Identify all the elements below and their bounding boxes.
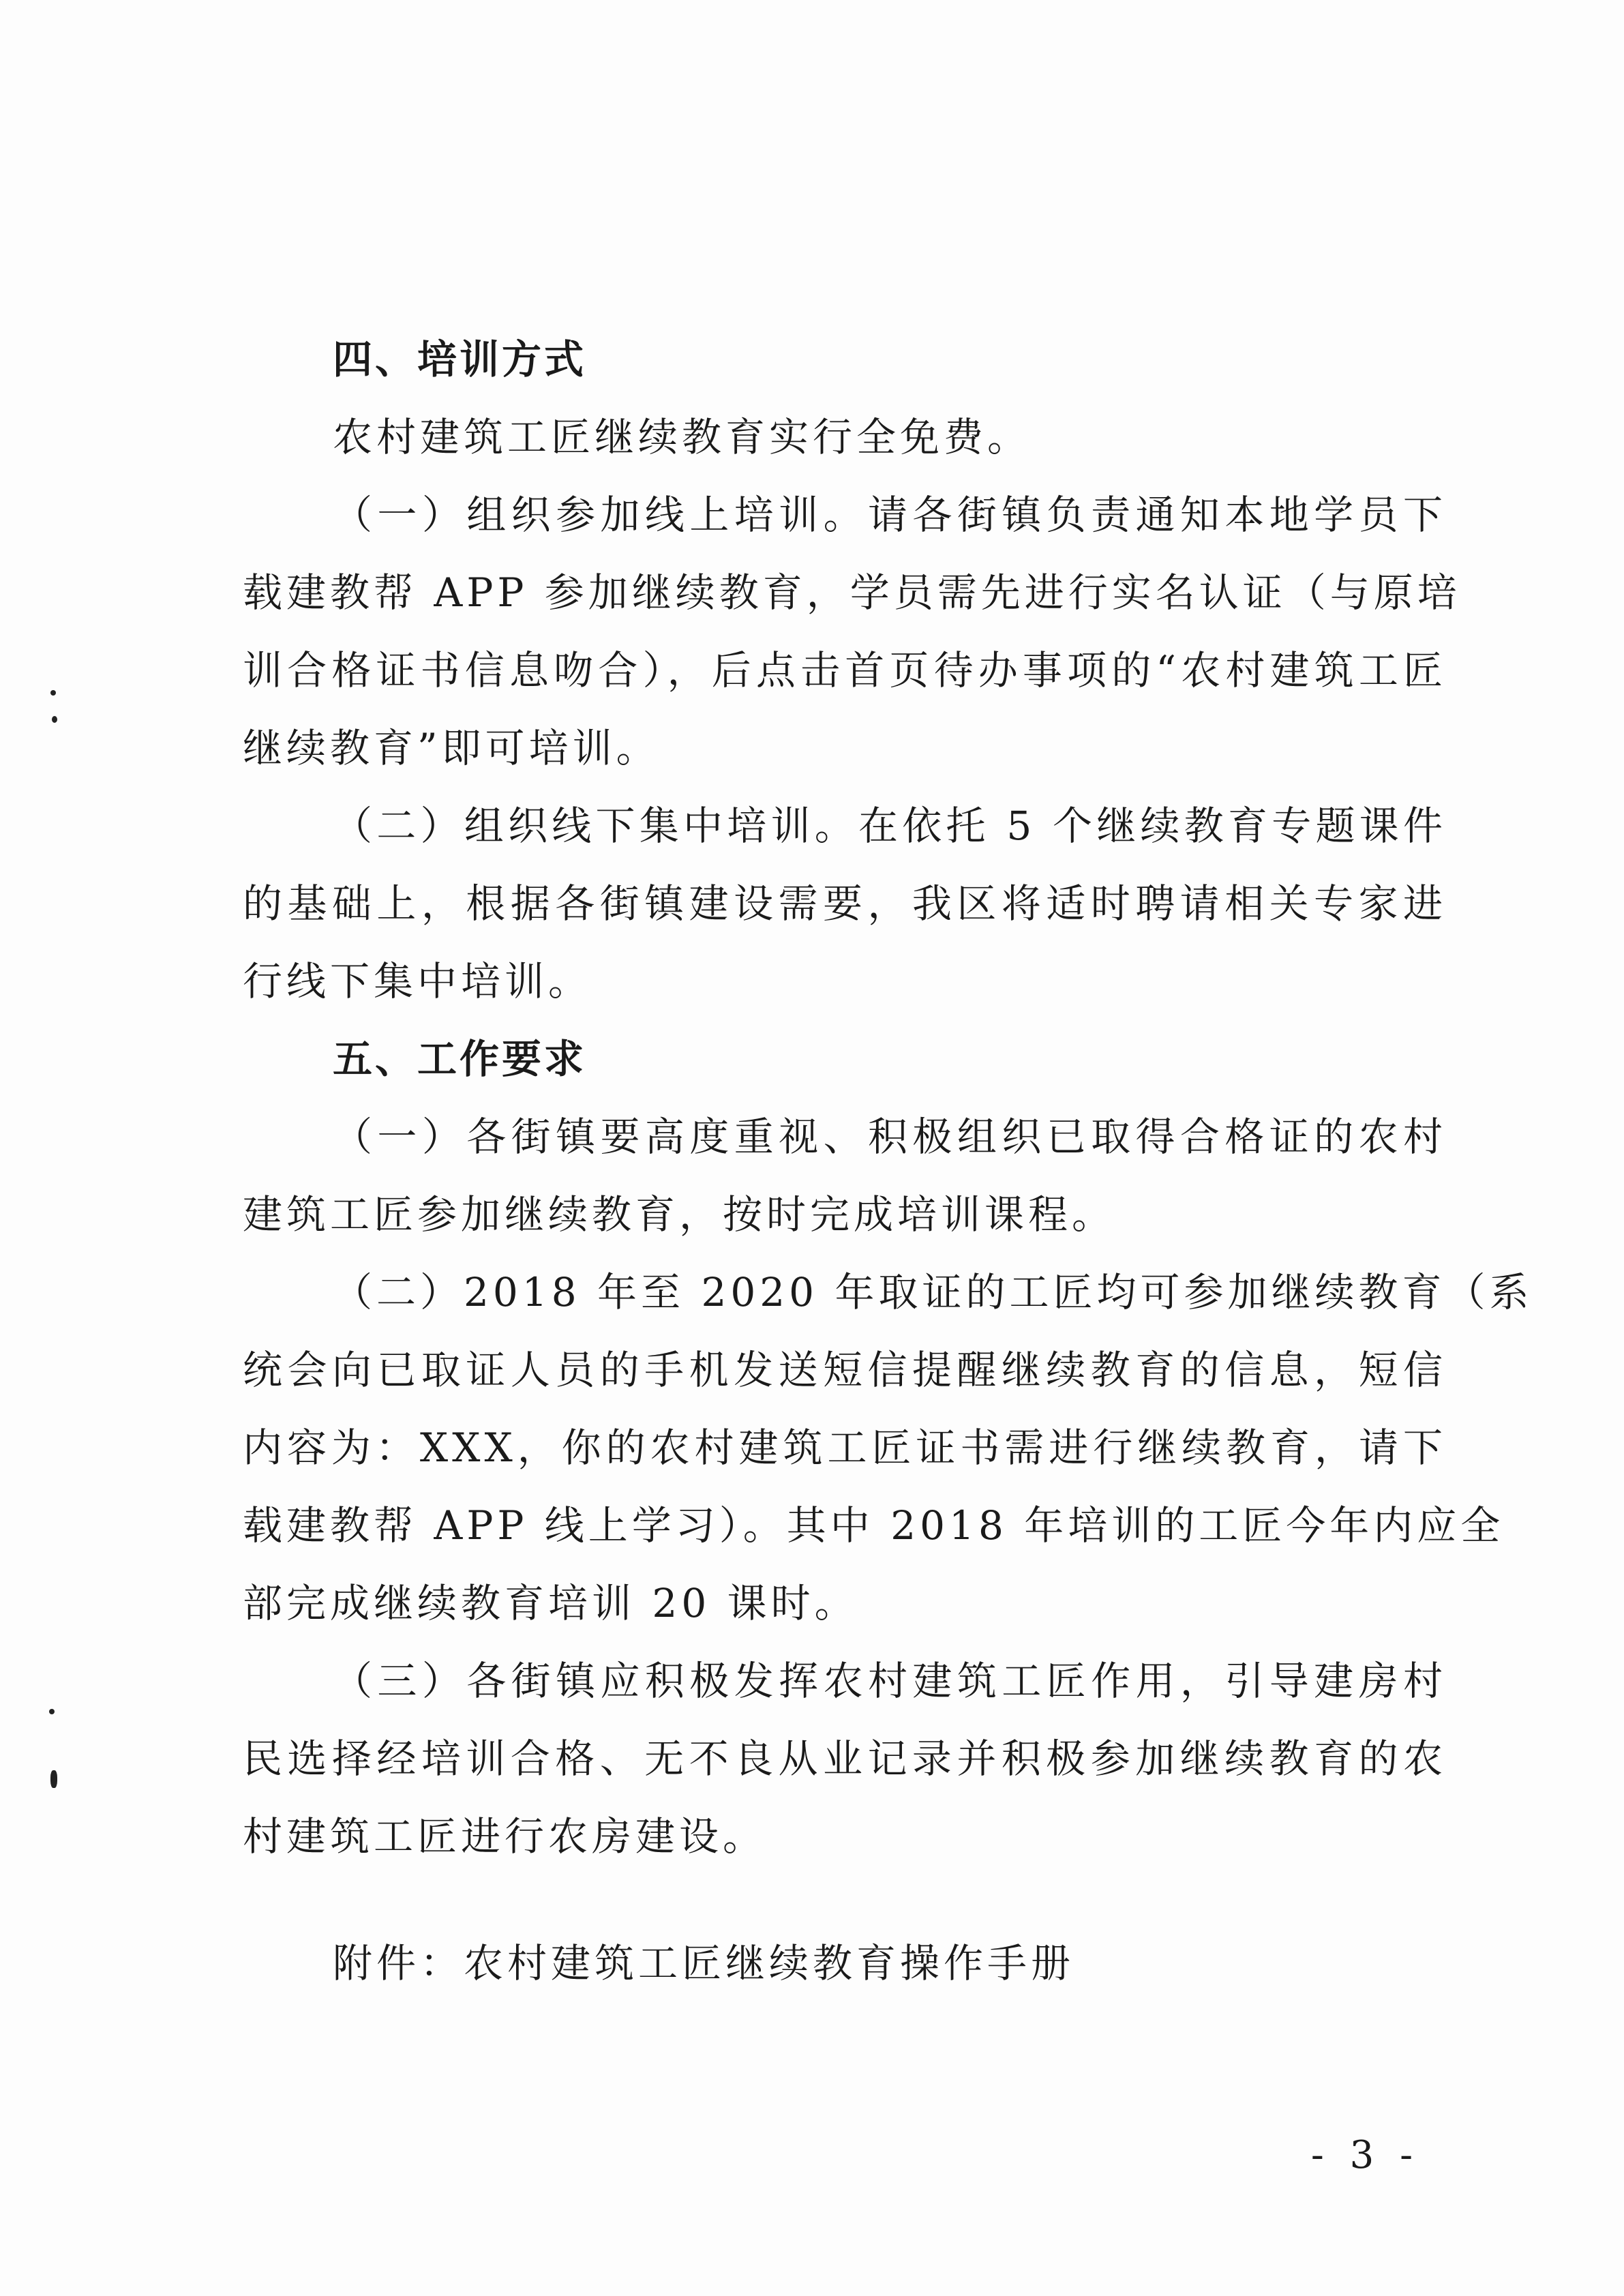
paragraph-line: 载建教帮 APP 参加继续教育，学员需先进行实名认证（与原培 (243, 569, 1461, 616)
paragraph-line: 行线下集中培训。 (243, 958, 592, 1004)
section-heading: 五、工作要求 (333, 1036, 587, 1082)
scan-speck (49, 1709, 55, 1714)
paragraph-line: 训合格证书信息吻合），后点击首页待办事项的“农村建筑工匠 (243, 647, 1447, 694)
paragraph-line: （一）各街镇要高度重视、积极组织已取得合格证的农村 (333, 1114, 1447, 1160)
paragraph-line: 村建筑工匠进行农房建设。 (243, 1813, 767, 1860)
document-body (243, 320, 1533, 1875)
scan-speck (52, 716, 57, 723)
paragraph-line: 农村建筑工匠继续教育实行全免费。 (333, 414, 1032, 460)
paragraph-line: （二）2018 年至 2020 年取证的工匠均可参加继续教育（系 (333, 1269, 1533, 1315)
paragraph-line: 继续教育”即可培训。 (243, 725, 660, 771)
paragraph-line: 民选择经培训合格、无不良从业记录并积极参加继续教育的农 (243, 1735, 1447, 1782)
paragraph-line: 部完成继续教育培训 20 课时。 (243, 1580, 858, 1626)
section-heading: 四、培训方式 (333, 336, 587, 383)
paragraph-line: 统会向已取证人员的手机发送短信提醒继续教育的信息，短信 (243, 1347, 1447, 1393)
paragraph-line: 载建教帮 APP 线上学习）。其中 2018 年培训的工匠今年内应全 (243, 1502, 1505, 1549)
scan-speck (50, 690, 56, 696)
paragraph-line: 建筑工匠参加继续教育，按时完成培训课程。 (243, 1191, 1116, 1238)
paragraph-line: 内容为：XXX，你的农村建筑工匠证书需进行继续教育，请下 (243, 1425, 1447, 1471)
page-number: - 3 - (1310, 2133, 1419, 2177)
scan-speck (50, 1770, 57, 1788)
paragraph-line: （一）组织参加线上培训。请各街镇负责通知本地学员下 (333, 492, 1447, 538)
paragraph-line: 的基础上，根据各街镇建设需要，我区将适时聘请相关专家进 (243, 880, 1447, 927)
attachment-note: 附件：农村建筑工匠继续教育操作手册 (333, 1940, 1075, 1986)
paragraph-line: （三）各街镇应积极发挥农村建筑工匠作用，引导建房村 (333, 1658, 1447, 1704)
paragraph-line: （二）组织线下集中培训。在依托 5 个继续教育专题课件 (333, 803, 1447, 849)
